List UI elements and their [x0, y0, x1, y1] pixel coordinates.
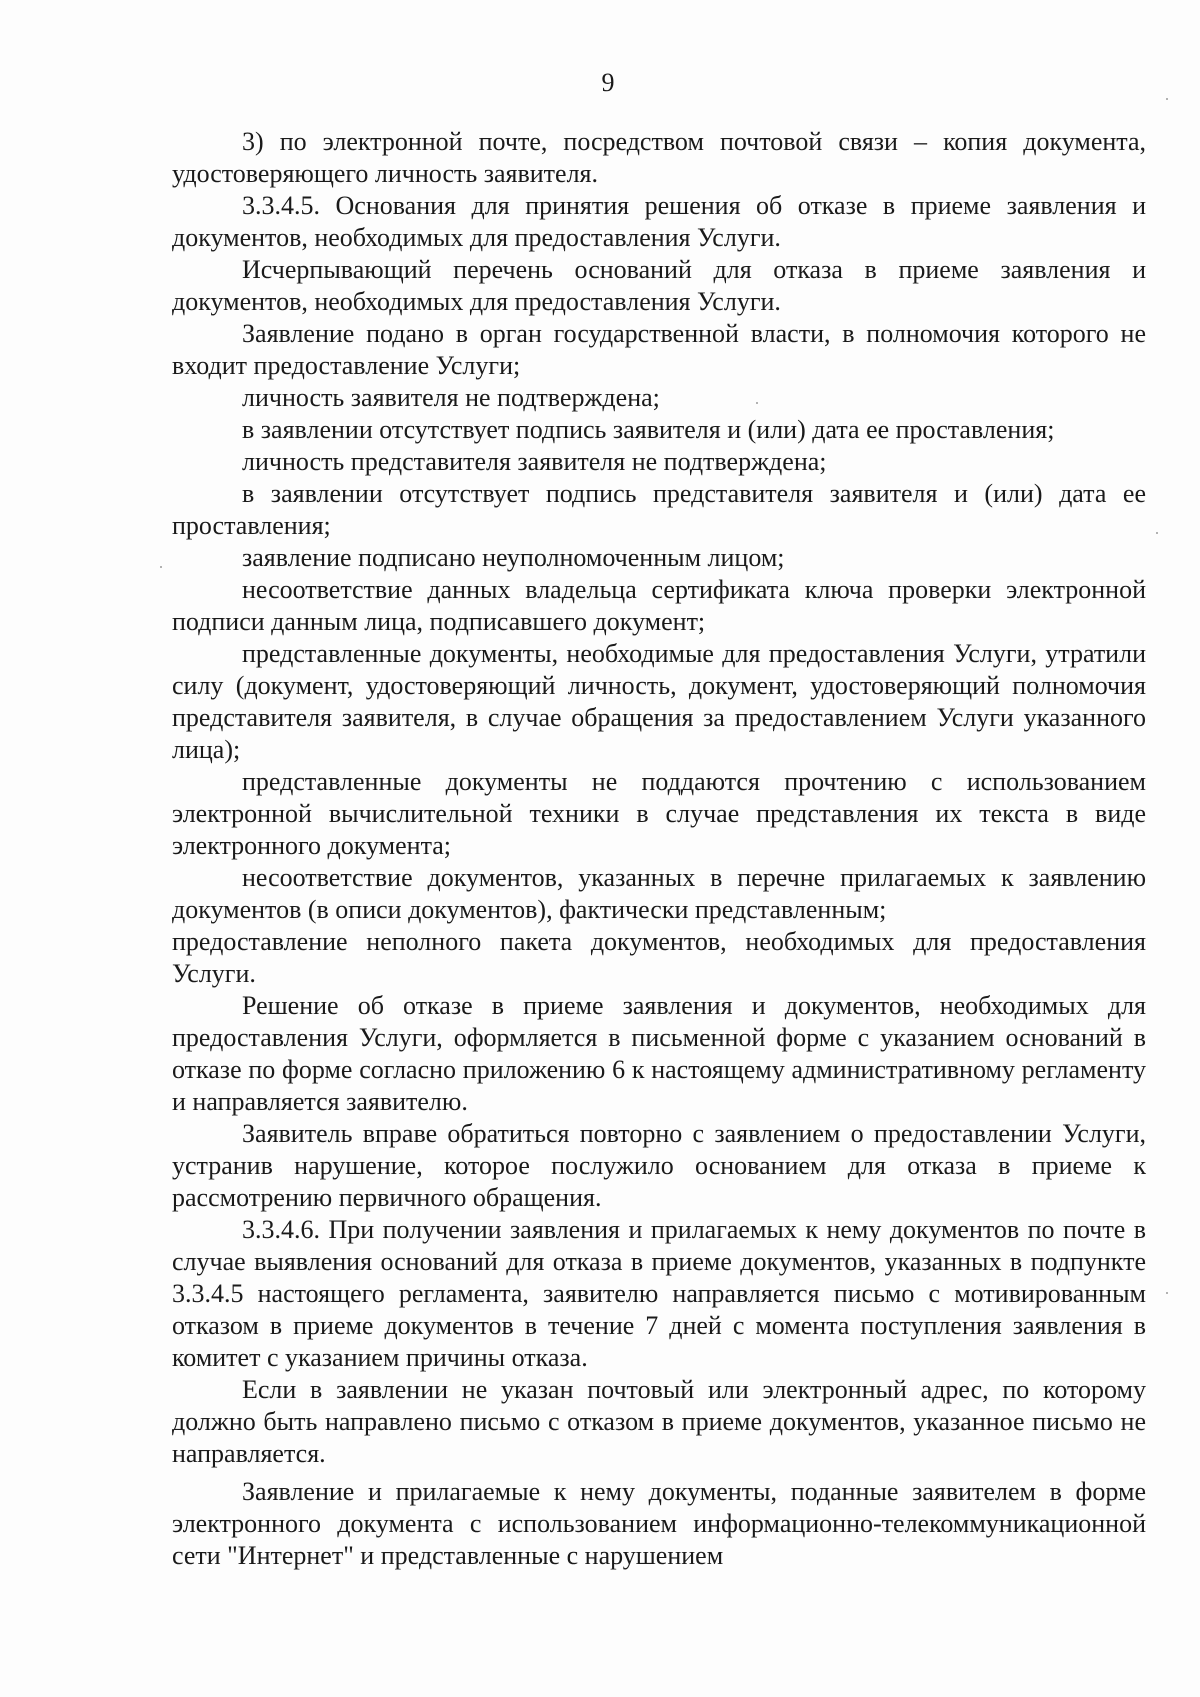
- paragraph: несоответствие данных владельца сертификата ключа проверки электронной подписи данным лица, подписавшего документ;: [172, 575, 1146, 636]
- paragraph: заявление подписано неуполномоченным лицом;: [242, 543, 785, 572]
- scan-speck: [756, 402, 758, 404]
- paragraph: 3.3.4.5. Основания для принятия решения об отказе в приеме заявления и документов, необходимых для предоставления Услуги.: [172, 191, 1146, 252]
- paragraph: представленные документы не поддаются прочтению с использованием электронной вычислительной техники в случае представления их текста в виде электронного документа;: [172, 767, 1146, 860]
- paragraph: в заявлении отсутствует подпись представителя заявителя и (или) дата ее проставления;: [172, 479, 1146, 540]
- paragraph: Исчерпывающий перечень оснований для отказа в приеме заявления и документов, необходимых для предоставления Услуги.: [172, 255, 1146, 316]
- paragraph: Заявление подано в орган государственной власти, в полномочия которого не входит предоставление Услуги;: [172, 319, 1146, 380]
- paragraph: предоставление неполного пакета документов, необходимых для предоставления Услуги.: [172, 927, 1146, 988]
- paragraph: личность представителя заявителя не подтверждена;: [242, 447, 827, 476]
- paragraph: Заявление и прилагаемые к нему документы, поданные заявителем в форме электронного документа с использованием информационно-телекоммуникационной сети "Интернет" и представленные с нарушением: [172, 1477, 1146, 1570]
- page-number: 9: [601, 68, 615, 97]
- scan-speck: [1166, 1292, 1168, 1294]
- scan-speck: [1156, 532, 1158, 534]
- paragraph: 3) по электронной почте, посредством почтовой связи – копия документа, удостоверяющего личность заявителя.: [172, 127, 1146, 188]
- body-text: [172, 126, 1146, 1572]
- paragraph: в заявлении отсутствует подпись заявителя и (или) дата ее проставления;: [242, 415, 1055, 444]
- paragraph: несоответствие документов, указанных в перечне прилагаемых к заявлению документов (в описи документов), фактически представленным;: [172, 863, 1146, 924]
- paragraph: Решение об отказе в приеме заявления и документов, необходимых для предоставления Услуги, оформляется в письменной форме с указанием оснований в отказе по форме согласно приложению 6 к настоящему административному регламенту и направляется заявителю.: [172, 991, 1146, 1116]
- paragraph: личность заявителя не подтверждена;: [242, 383, 660, 412]
- scan-speck: [160, 566, 162, 568]
- paragraph: 3.3.4.6. При получении заявления и прилагаемых к нему документов по почте в случае выявления оснований для отказа в приеме документов, указанных в подпункте 3.3.4.5 настоящего регламента, заявителю направляется письмо с мотивированным отказом в приеме документов в течение 7 дней с момента поступления заявления в комитет с указанием причины отказа.: [172, 1215, 1146, 1372]
- paragraph: представленные документы, необходимые для предоставления Услуги, утратили силу (документ, удостоверяющий личность, документ, удостоверяющий полномочия представителя заявителя, в случае обращения за предоставлением Услуги указанного лица);: [172, 639, 1146, 764]
- paragraph: Если в заявлении не указан почтовый или электронный адрес, по которому должно быть направлено письмо с отказом в приеме документов, указанное письмо не направляется.: [172, 1375, 1146, 1468]
- paragraph: Заявитель вправе обратиться повторно с заявлением о предоставлении Услуги, устранив нарушение, которое послужило основанием для отказа в приеме к рассмотрению первичного обращения.: [172, 1119, 1146, 1212]
- scan-speck: [1166, 98, 1168, 100]
